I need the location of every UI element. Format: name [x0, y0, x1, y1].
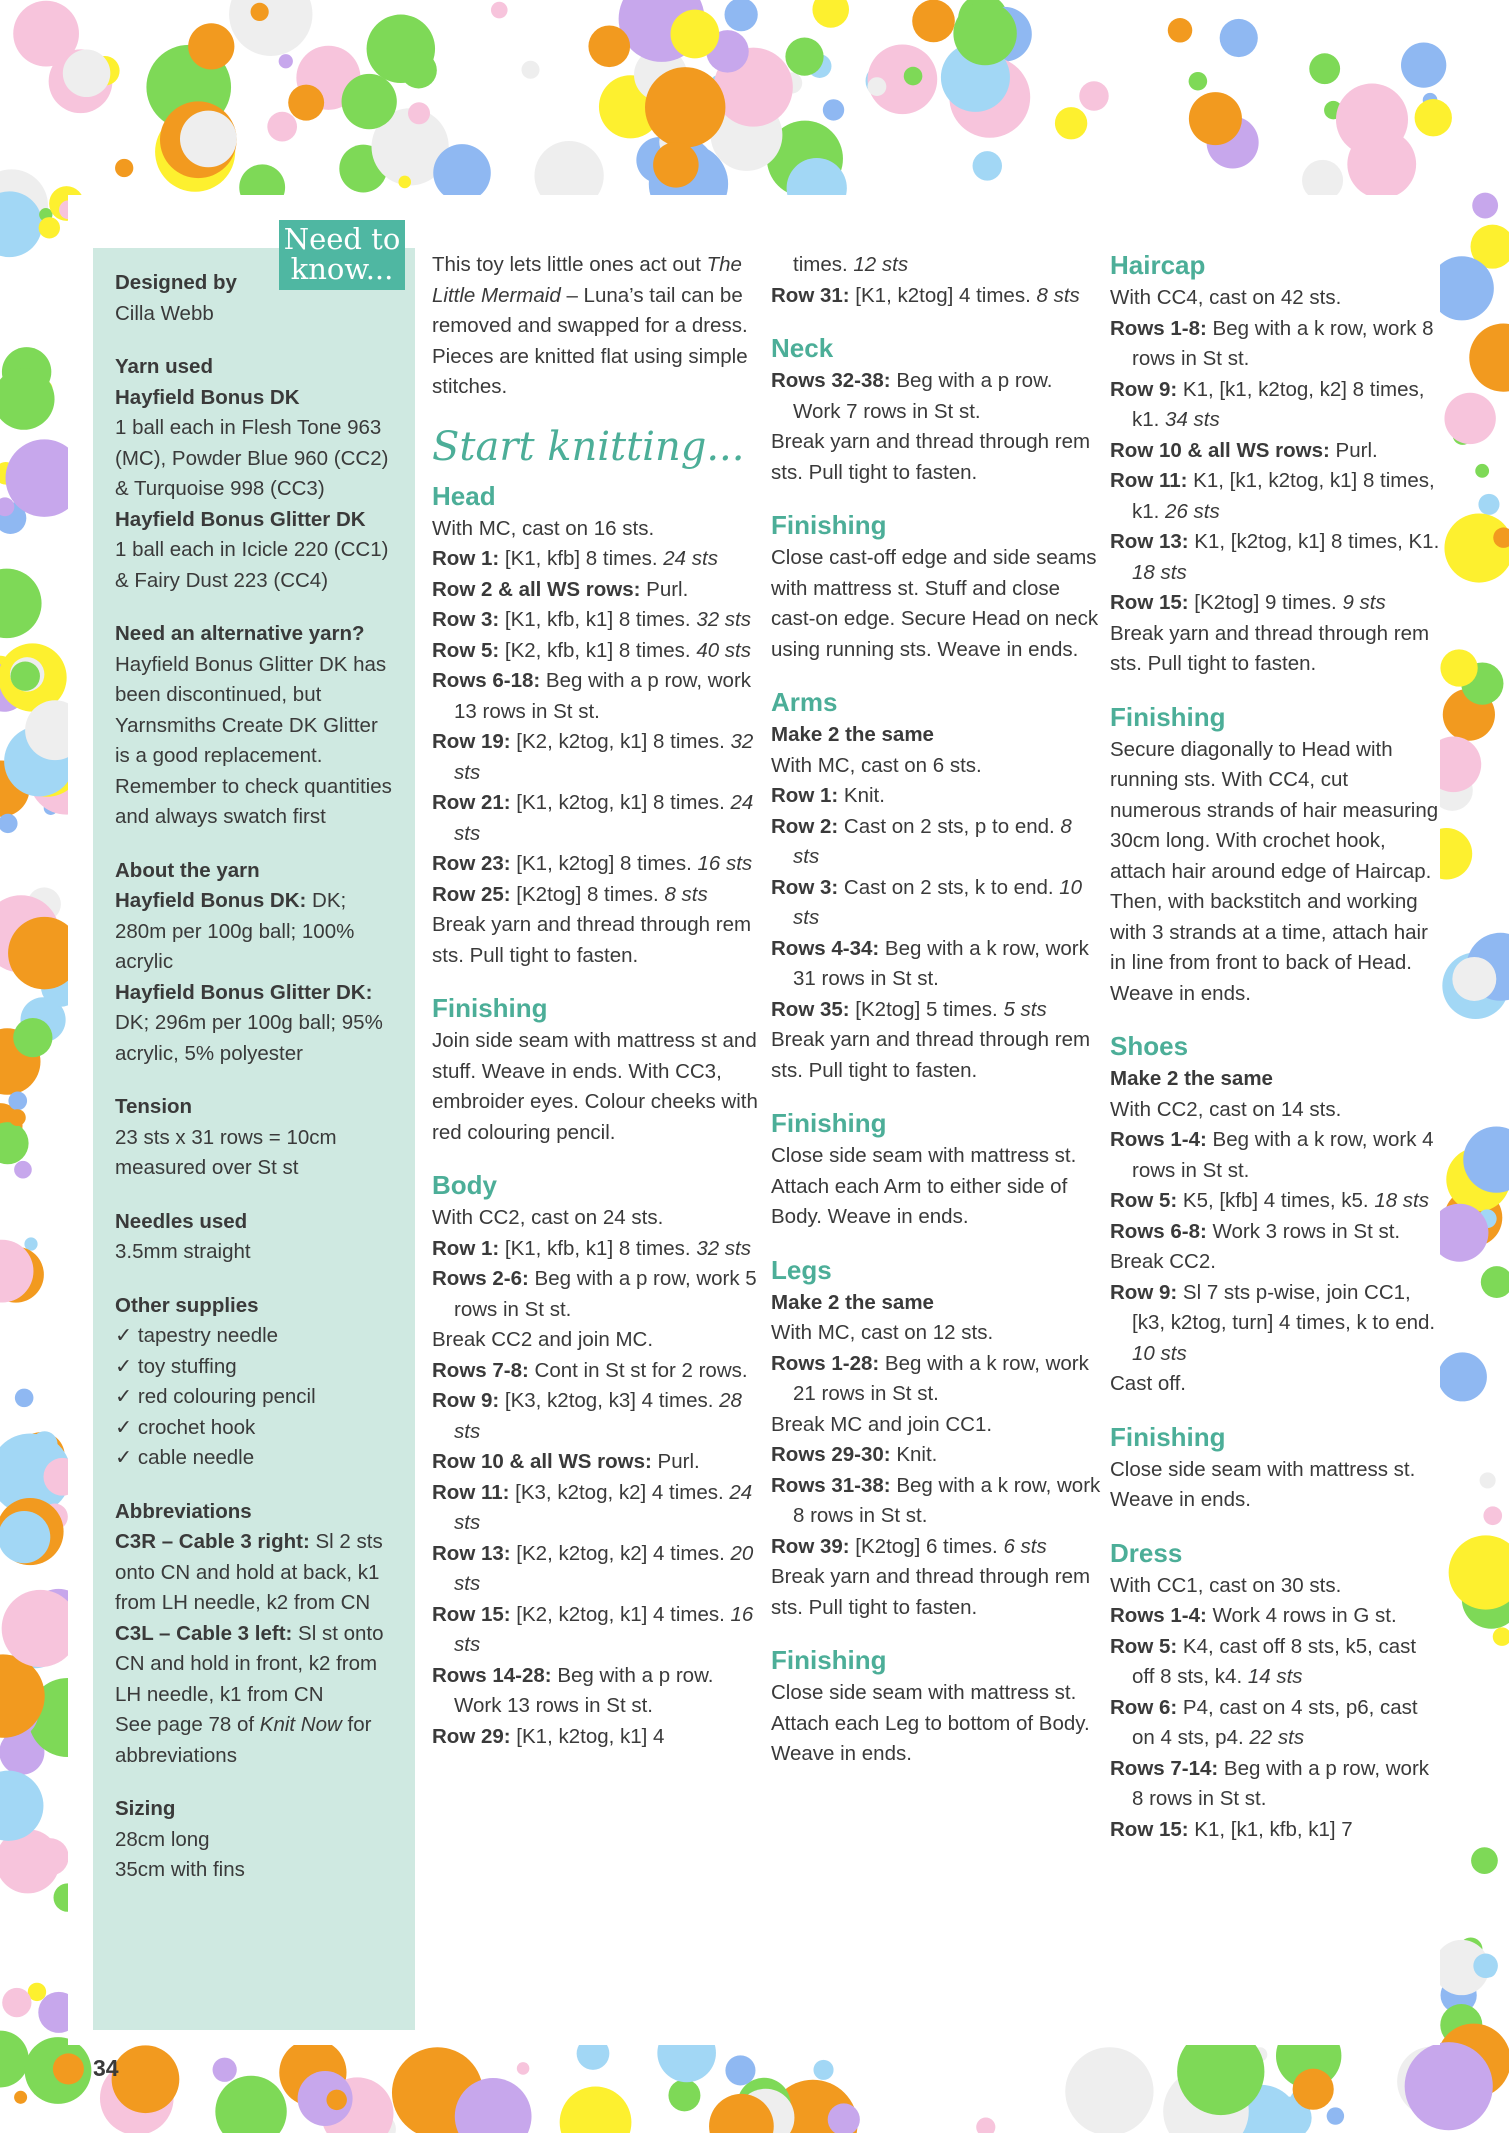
- decorative-dot: [288, 85, 324, 121]
- pattern-row: Row 9: Sl 7 sts p-wise, join CC1, [k3, k2tog, turn] 4 times, k to end. 10 sts: [1110, 1280, 1436, 1365]
- decorative-dot: [725, 0, 758, 31]
- pattern-row: Rows 31-38: Beg with a k row, work 8 rows in St st.: [771, 1473, 1101, 1527]
- decorative-dot: [1480, 1472, 1496, 1488]
- section-shoes: Shoes: [1110, 1031, 1189, 1061]
- pattern-row: Row 15: K1, [k1, kfb, k1] 7: [1110, 1817, 1353, 1841]
- pattern-row: Row 5: K5, [kfb] 4 times, k5. 18 sts: [1110, 1189, 1430, 1212]
- yarn1-desc: 1 ball each in Flesh Tone 963 (MC), Powder Blue 960 (CC2) & Turquoise 998 (CC3): [115, 416, 389, 500]
- decorative-dot: [1472, 193, 1498, 219]
- decorative-dot: [180, 111, 237, 168]
- decorative-dot: [53, 2053, 84, 2084]
- decorative-dot: [671, 10, 720, 59]
- abbreviation-c3r: C3R – Cable 3 right: Sl 2 sts onto CN and hold at back, k1 from LH needle, k2 from CN: [115, 1530, 383, 1614]
- dress-cast-on: With CC1, cast on 30 sts.: [1110, 1573, 1342, 1597]
- pattern-row: Row 10 & all WS rows: Purl.: [1110, 438, 1378, 462]
- decorative-dot: [1327, 2107, 1344, 2124]
- section-finishing: Finishing: [771, 1108, 887, 1138]
- pattern-row: Row 3: [K1, kfb, k1] 8 times. 32 sts: [432, 608, 752, 631]
- decorative-dot: [668, 2079, 700, 2111]
- alt-yarn-text: Hayfield Bonus Glitter DK has been discontinued, but Yarnsmiths Create DK Glitter is a good replacement. Remember to check quantities and always swatch first: [115, 652, 392, 828]
- decorative-dot: [0, 2031, 29, 2088]
- tension-label: Tension: [115, 1095, 193, 1118]
- pattern-column-1: [432, 250, 762, 1752]
- legs-join: Break MC and join CC1.: [771, 1412, 993, 1436]
- body-rows: [432, 1356, 762, 1753]
- intro-text: This toy lets little ones act out The Little Mermaid – Luna’s tail can be removed and swapped for a dress. Pieces are knitted flat using simple stitches.: [432, 253, 748, 398]
- decorative-dot: [823, 99, 844, 120]
- shoes-cast-off: Cast off.: [1110, 1372, 1186, 1395]
- decorative-dot: [267, 112, 297, 142]
- decorative-dot: [1475, 464, 1489, 478]
- decorative-dot: [912, 0, 955, 42]
- pattern-row: Row 15: [K2tog] 9 times. 9 sts: [1110, 591, 1386, 614]
- pattern-row: Row 9: [K3, k2tog, k3] 4 times. 28 sts: [432, 1389, 742, 1443]
- head-cast-on: With MC, cast on 16 sts.: [432, 516, 655, 540]
- decorative-dot: [904, 67, 923, 86]
- decorative-dot: [229, 0, 312, 56]
- legs-cast-on: With MC, cast on 12 sts.: [771, 1321, 994, 1344]
- pattern-row: Row 11: [K3, k2tog, k2] 4 times. 24 sts: [432, 1480, 753, 1534]
- finishing-text: Close side seam with mattress st. Attach each Leg to bottom of Body. Weave in ends.: [771, 1681, 1090, 1765]
- decorative-dot: [1493, 1627, 1509, 1646]
- decorative-dot: [0, 569, 42, 639]
- decorative-dot: [1220, 19, 1258, 57]
- finishing-text: Secure diagonally to Head with running sts. With CC4, cut numerous strands of hair measuring 30cm long. With crochet hook, attach hair around edge of Haircap. Then, with backstitch and working with 3 strands at a time, attach hair in line from front to back of Head. Weave in ends.: [1110, 737, 1439, 1005]
- decorative-dot: [1440, 649, 1477, 686]
- section-haircap: Haircap: [1110, 250, 1206, 280]
- arms-make-note: Make 2 the same: [771, 723, 934, 746]
- decorative-dot: [213, 2058, 237, 2082]
- supply-item: ✓ crochet hook: [115, 1415, 256, 1439]
- designer-name: Cilla Webb: [115, 301, 214, 325]
- supplies-label: Other supplies: [115, 1293, 259, 1317]
- pattern-column-3: [1110, 250, 1440, 1845]
- decorative-dot: [1449, 1535, 1509, 1609]
- about-yarn-1: Hayfield Bonus DK: DK; 280m per 100g ball; 100% acrylic: [115, 889, 355, 973]
- sizing-label: Sizing: [115, 1797, 176, 1820]
- decorative-dot: [14, 2091, 27, 2104]
- decorative-dot: [1482, 1963, 1496, 1977]
- supply-item: ✓ cable needle: [115, 1446, 255, 1469]
- pattern-row: Row 21: [K1, k2tog, k1] 8 times. 24 sts: [432, 791, 754, 845]
- legs-make-note: Make 2 the same: [771, 1290, 934, 1314]
- pattern-row: Rows 1-8: Beg with a k row, work 8 rows in St st.: [1110, 316, 1434, 370]
- pattern-row: Row 29: [K1, k2tog, k1] 4: [432, 1724, 665, 1748]
- decorative-dot: [188, 23, 234, 69]
- shoes-make-note: Make 2 the same: [1110, 1067, 1273, 1090]
- needles-text: 3.5mm straight: [115, 1240, 251, 1263]
- pattern-row: Row 5: K4, cast off 8 sts, k5, cast off 8 sts, k4. 14 sts: [1110, 1634, 1417, 1688]
- page-number: 34: [93, 2055, 119, 2081]
- arms-break: Break yarn and thread through rem sts. Pull tight to fasten.: [771, 1028, 1091, 1082]
- decorative-dot: [66, 51, 104, 89]
- pattern-row: Row 13: K1, [k2tog, k1] 8 times, K1. 18 sts: [1110, 530, 1440, 584]
- sizing-length: 28cm long: [115, 1827, 210, 1851]
- decorative-dot: [0, 814, 18, 833]
- decorative-dot: [868, 77, 887, 96]
- decorative-dot: [32, 1431, 58, 1457]
- decorative-dot: [560, 2087, 632, 2133]
- decorative-dot: [326, 2090, 346, 2110]
- need-to-know-badge: Need to know...: [279, 220, 405, 290]
- decorative-dot: [39, 217, 60, 238]
- pattern-row: Row 15: [K2, k2tog, k1] 4 times. 16 sts: [432, 1602, 754, 1656]
- decorative-dot: [1405, 2042, 1493, 2130]
- decorative-dot: [1469, 324, 1509, 392]
- pattern-row: Rows 2-6: Beg with a p row, work 5 rows in St st.: [432, 1267, 757, 1321]
- body-join: Break CC2 and join MC.: [432, 1328, 654, 1351]
- pattern-row: Rows 1-4: Beg with a k row, work 4 rows in St st.: [1110, 1128, 1434, 1182]
- alt-yarn-label: Need an alternative yarn?: [115, 622, 365, 645]
- decorative-dot: [1293, 2069, 1334, 2110]
- decorative-dot: [1444, 513, 1509, 582]
- decorative-dot: [9, 1109, 26, 1126]
- decorative-dot: [588, 25, 630, 67]
- see-page-note: See page 78 of Knit Now for abbreviations: [115, 1713, 372, 1767]
- haircap-cast-on: With CC4, cast on 42 sts.: [1110, 286, 1342, 309]
- pattern-row: Row 5: [K2, kfb, k1] 8 times. 40 sts: [432, 638, 752, 662]
- abbreviations-label: Abbreviations: [115, 1499, 252, 1523]
- arms-rows: [771, 781, 1101, 1025]
- decorative-dot: [2, 1988, 31, 2017]
- decorative-dot: [653, 142, 699, 188]
- row-continuation: times. 12 sts: [793, 253, 909, 276]
- decorative-dot: [1079, 81, 1108, 110]
- supply-item: ✓ toy stuffing: [115, 1354, 237, 1378]
- decorative-dot: [517, 2062, 530, 2075]
- pattern-row: Rows 6-18: Beg with a p row, work 13 rows in St st.: [432, 669, 752, 723]
- decorative-dot: [645, 67, 725, 147]
- finishing-text: Close cast-off edge and side seams with mattress st. Stuff and close cast-on edge. Secure Head on neck using running sts. Weave in ends.: [771, 546, 1099, 661]
- needles-label: Needles used: [115, 1209, 248, 1233]
- pattern-row: Row 2: Cast on 2 sts, p to end. 8 sts: [771, 814, 1072, 868]
- finishing-text: Join side seam with mattress st and stuff. Weave in ends. With CC3, embroider eyes. Colour cheeks with red colouring pencil.: [432, 1029, 758, 1144]
- shoes-cast-on: With CC2, cast on 14 sts.: [1110, 1097, 1342, 1121]
- finishing-text: Close side seam with mattress st. Weave in ends.: [1110, 1457, 1416, 1511]
- shoes-rows: [1110, 1278, 1440, 1370]
- finishing-text: Close side seam with mattress st. Attach each Arm to either side of Body. Weave in ends.: [771, 1144, 1077, 1228]
- decorative-dot: [1452, 957, 1496, 1001]
- pattern-row: Rows 1-4: Work 4 rows in G st.: [1110, 1604, 1397, 1627]
- section-finishing: Finishing: [1110, 701, 1226, 732]
- arms-cast-on: With MC, cast on 6 sts.: [771, 753, 982, 777]
- decorative-dot: [1189, 92, 1242, 145]
- haircap-break: Break yarn and thread through rem sts. Pull tight to fasten.: [1110, 621, 1430, 675]
- decorative-dot: [812, 0, 849, 28]
- decorative-dot: [0, 1122, 29, 1164]
- sizing-fins: 35cm with fins: [115, 1858, 245, 1881]
- decorative-dot: [1481, 1266, 1509, 1298]
- section-arms: Arms: [771, 687, 838, 717]
- supply-item: ✓ red colouring pencil: [115, 1385, 316, 1408]
- decorative-dot: [973, 151, 1002, 180]
- decorative-dot: [785, 38, 823, 76]
- pattern-row: Row 35: [K2tog] 5 times. 5 sts: [771, 997, 1047, 1021]
- pattern-row: Rows 4-34: Beg with a k row, work 31 rows in St st.: [771, 936, 1089, 990]
- yarn1-name: Hayfield Bonus DK: [115, 385, 300, 409]
- pattern-row: Rows 7-8: Cont in St st for 2 rows.: [432, 1358, 748, 1382]
- pattern-row: Rows 1-28: Beg with a k row, work 21 rows in St st.: [771, 1351, 1089, 1405]
- decorative-dot: [725, 2055, 755, 2085]
- decorative-dot: [1168, 18, 1193, 43]
- head-break: Break yarn and thread through rem sts. Pull tight to fasten.: [432, 913, 752, 967]
- body-rows: [432, 1234, 762, 1326]
- pattern-row: Row 10 & all WS rows: Purl.: [432, 1450, 700, 1473]
- decorative-dot: [1055, 107, 1087, 139]
- pattern-row: Rows 29-30: Knit.: [771, 1443, 938, 1466]
- pattern-row: Row 2 & all WS rows: Purl.: [432, 577, 689, 601]
- decorative-dot: [976, 2118, 995, 2133]
- section-body: Body: [432, 1170, 497, 1200]
- neck-break: Break yarn and thread through rem sts. Pull tight to fasten.: [771, 430, 1091, 484]
- legs-break: Break yarn and thread through rem sts. Pull tight to fasten.: [771, 1565, 1091, 1619]
- decorative-dot: [14, 1161, 32, 1179]
- decorative-dot: [408, 102, 430, 124]
- section-head: Head: [432, 480, 496, 511]
- decorative-dot: [13, 1, 79, 67]
- decorative-dot: [0, 1771, 43, 1841]
- decorative-dot: [112, 2045, 180, 2113]
- shoes-rows: [1110, 1125, 1440, 1247]
- decorative-dot: [215, 2076, 286, 2133]
- pattern-row: Rows 7-14: Beg with a p row, work 8 rows in St st.: [1110, 1756, 1430, 1810]
- decorative-dot: [279, 54, 293, 68]
- section-finishing: Finishing: [771, 1645, 887, 1675]
- decorative-dot: [400, 52, 436, 88]
- legs-rows: [771, 1349, 1101, 1410]
- pattern-row: Row 1: Knit.: [771, 784, 885, 807]
- dress-rows: [1110, 1601, 1440, 1845]
- neck-row: [771, 366, 1101, 427]
- section-finishing: Finishing: [771, 510, 887, 540]
- pattern-row: Row 23: [K1, k2tog] 8 times. 16 sts: [432, 852, 753, 875]
- haircap-rows: [1110, 314, 1440, 619]
- pattern-row: Rows 6-8: Work 3 rows in St st.: [1110, 1219, 1401, 1243]
- head-rows: [432, 544, 762, 910]
- decorative-dot: [398, 176, 411, 189]
- pattern-column-2: [771, 250, 1101, 1770]
- pattern-row: Row 25: [K2tog] 8 times. 8 sts: [432, 882, 708, 906]
- decorative-dot: [1309, 53, 1340, 84]
- decorative-dot: [8, 1092, 27, 1111]
- decorative-dot: [1483, 1506, 1502, 1525]
- pattern-row: Row 31: [K1, k2tog] 4 times. 8 sts: [771, 283, 1080, 307]
- decorative-dot: [251, 3, 269, 21]
- decorative-dot: [953, 2, 1016, 65]
- about-yarn-2: Hayfield Bonus Glitter DK: DK; 296m per 100g ball; 95% acrylic, 5% polyester: [115, 980, 383, 1065]
- need-to-know-sidebar: [93, 248, 415, 2030]
- start-knitting-heading: Start knitting...: [432, 423, 745, 470]
- supply-item: ✓ tapestry needle: [115, 1324, 279, 1347]
- pattern-row: Row 13: [K2, k2tog, k2] 4 times. 20 sts: [432, 1541, 754, 1595]
- section-legs: Legs: [771, 1254, 832, 1285]
- shoes-break: Break CC2.: [1110, 1250, 1216, 1273]
- decorative-dot: [10, 661, 39, 690]
- section-finishing: Finishing: [432, 993, 548, 1023]
- pattern-row: Row 1: [K1, kfb, k1] 8 times. 32 sts: [432, 1236, 752, 1260]
- decorative-dot: [1438, 1352, 1487, 1401]
- decorative-dot: [433, 144, 491, 202]
- pattern-row: Row 11: K1, [k1, k2tog, k1] 8 times, k1. 26 sts: [1110, 469, 1435, 523]
- section-dress: Dress: [1110, 1537, 1183, 1568]
- legs-rows: [771, 1440, 1101, 1562]
- designed-label: Designed by: [115, 271, 237, 294]
- section-neck: Neck: [771, 333, 834, 363]
- abbreviation-c3l: C3L – Cable 3 left: Sl st onto CN and hold in front, k2 from LH needle, k1 from CN: [115, 1621, 384, 1706]
- decorative-dot: [1189, 72, 1208, 91]
- decorative-dot: [1401, 42, 1446, 87]
- decorative-dot: [1336, 84, 1408, 156]
- pattern-row: Row 19: [K2, k2tog, k1] 8 times. 32 sts: [432, 730, 754, 784]
- decorative-dot: [0, 1511, 50, 1563]
- decorative-dot: [1471, 1847, 1498, 1874]
- decorative-dot: [115, 159, 133, 177]
- yarn2-desc: 1 ball each in Icicle 220 (CC1) & Fairy Dust 223 (CC4): [115, 538, 389, 592]
- pattern-row: Rows 14-28: Beg with a p row. Work 13 rows in St st.: [432, 1663, 714, 1717]
- decorative-dot: [813, 2060, 833, 2080]
- decorative-dot: [491, 2, 508, 19]
- about-yarn-label: About the yarn: [115, 858, 260, 882]
- decorative-dot: [1065, 2047, 1153, 2133]
- decorative-dot: [521, 61, 539, 79]
- pattern-row: Row 3: Cast on 2 sts, k to end. 10 sts: [771, 875, 1083, 929]
- body-cast-on: With CC2, cast on 24 sts.: [432, 1206, 664, 1229]
- decorative-dot: [1415, 99, 1452, 136]
- row-31: [771, 281, 1101, 312]
- decorative-dot: [1478, 494, 1499, 515]
- pattern-row: Row 39: [K2tog] 6 times. 6 sts: [771, 1534, 1047, 1558]
- pattern-row: Row 1: [K1, kfb] 8 times. 24 sts: [432, 547, 718, 570]
- pattern-row: Row 9: K1, [k1, k2tog, k2] 8 times, k1. 34 sts: [1110, 377, 1425, 431]
- yarn2-name: Hayfield Bonus Glitter DK: [115, 507, 366, 531]
- decorative-dot: [13, 1018, 52, 1057]
- section-finishing: Finishing: [1110, 1421, 1226, 1452]
- pattern-row: Rows 32-38: Beg with a p row. Work 7 rows in St st.: [771, 369, 1053, 423]
- decorative-dot: [15, 1389, 34, 1408]
- yarn-label: Yarn used: [115, 355, 213, 378]
- tension-text: 23 sts x 31 rows = 10cm measured over St st: [115, 1125, 337, 1179]
- decorative-dot: [1444, 393, 1495, 444]
- pattern-row: Row 6: P4, cast on 4 sts, p6, cast on 4 sts, p4. 22 sts: [1110, 1695, 1418, 1749]
- decorative-dot: [342, 74, 397, 129]
